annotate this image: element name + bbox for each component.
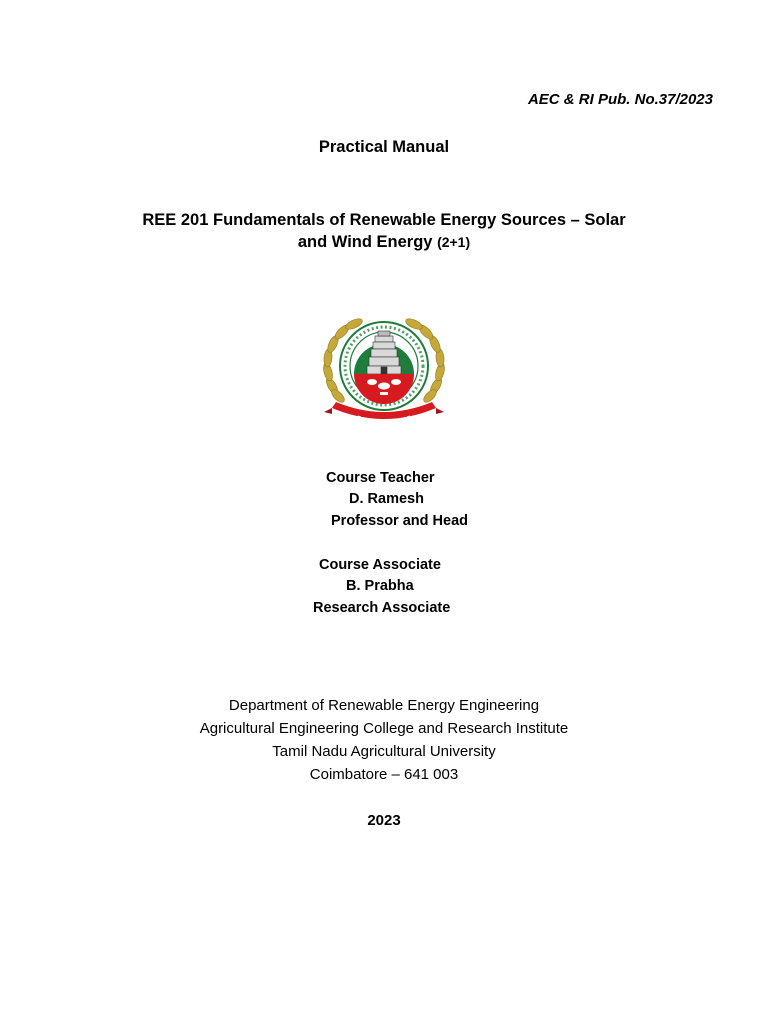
- course-teacher-name: D. Ramesh: [349, 491, 424, 507]
- course-title-line-2: [0, 231, 768, 253]
- university-name: Tamil Nadu Agricultural University: [272, 743, 496, 760]
- publication-number: AEC & RI Pub. No.37/2023: [527, 91, 713, 108]
- course-associate-name: B. Prabha: [346, 578, 414, 594]
- course-title-line-1: REE 201 Fundamentals of Renewable Energy Sources – Solar: [142, 211, 626, 229]
- publication-year: 2023: [367, 812, 401, 829]
- address: Coimbatore – 641 003: [309, 766, 459, 783]
- college-name: Agricultural Engineering College and Research Institute: [199, 720, 569, 737]
- course-teacher-designation: Professor and Head: [331, 513, 468, 529]
- document-type-title: Practical Manual: [318, 138, 450, 156]
- course-title: [0, 209, 768, 253]
- course-credits: (2+1): [437, 234, 471, 250]
- course-associate-heading: Course Associate: [319, 557, 441, 573]
- university-emblem-icon: [318, 312, 450, 430]
- department-name: Department of Renewable Energy Engineering: [228, 697, 540, 714]
- course-teacher-heading: Course Teacher: [326, 470, 435, 486]
- course-title-line-2-text: and Wind Energy: [297, 233, 433, 251]
- course-associate-designation: Research Associate: [313, 600, 451, 616]
